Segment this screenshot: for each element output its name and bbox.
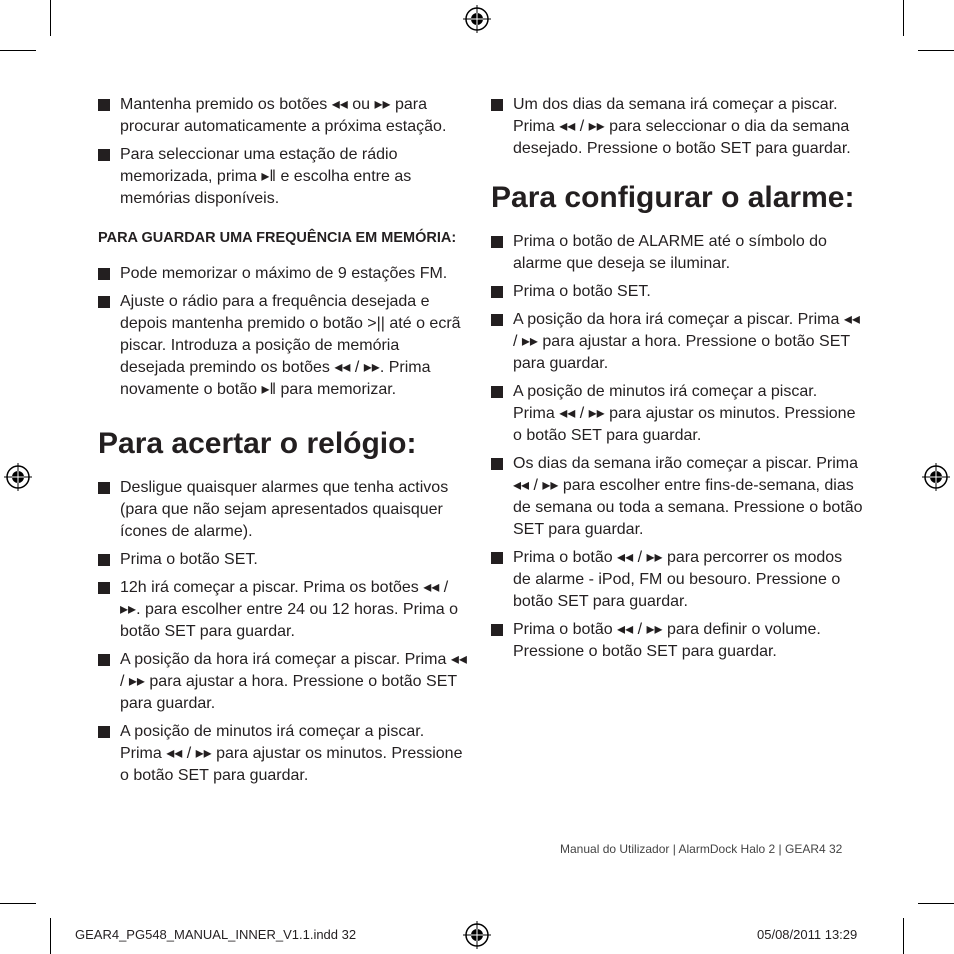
list-item-text: Os dias da semana irão começar a piscar. Prima ◂◂ / ▸▸ para escolher entre fins-de-semana, dias de semana ou toda a semana. Pressione o botão SET para guardar.	[513, 455, 863, 538]
list-item	[491, 231, 863, 275]
clock-heading: Para acertar o relógio:	[98, 427, 417, 460]
list-item-text: Pode memorizar o máximo de 9 estações FM.	[120, 265, 448, 282]
bullet-square-icon	[491, 386, 503, 398]
list-item	[491, 547, 863, 613]
list-item-text: A posição da hora irá começar a piscar. Prima ◂◂ / ▸▸ para ajustar a hora. Pressione o botão SET para guardar.	[513, 311, 860, 372]
list-item	[98, 263, 468, 285]
list-item-text: Prima o botão ◂◂ / ▸▸ para percorrer os modos de alarme - iPod, FM ou besouro. Pressione o botão SET para guardar.	[513, 549, 843, 610]
list-item	[491, 94, 863, 160]
bullet-square-icon	[491, 314, 503, 326]
list-item	[491, 309, 863, 375]
list-item	[491, 281, 863, 303]
crop-mark-top-right-vertical	[903, 0, 904, 36]
list-item	[491, 453, 863, 541]
list-item-text: Prima o botão ◂◂ / ▸▸ para definir o volume. Pressione o botão SET para guardar.	[513, 621, 821, 660]
bullet-square-icon	[491, 552, 503, 564]
bullet-square-icon	[491, 458, 503, 470]
bullet-square-icon	[98, 296, 110, 308]
bullet-square-icon	[98, 99, 110, 111]
list-item	[98, 144, 468, 210]
right-column	[491, 94, 863, 669]
list-item-text: A posição da hora irá começar a piscar. Prima ◂◂ / ▸▸ para ajustar a hora. Pressione o botão SET para guardar.	[120, 651, 467, 712]
list-item	[98, 94, 468, 138]
list-item-text: A posição de minutos irá começar a piscar. Prima ◂◂ / ▸▸ para ajustar os minutos. Pressione o botão SET para guardar.	[120, 723, 463, 784]
bullet-square-icon	[491, 286, 503, 298]
list-item	[98, 477, 468, 543]
crop-mark-bottom-left-vertical	[50, 918, 51, 954]
registration-mark-top-icon	[463, 5, 491, 33]
list-item-text: A posição de minutos irá começar a piscar. Prima ◂◂ / ▸▸ para ajustar os minutos. Pressione o botão SET para guardar.	[513, 383, 856, 444]
list-item	[98, 721, 468, 787]
list-item-text: Prima o botão de ALARME até o símbolo do alarme que deseja se iluminar.	[513, 233, 827, 272]
list-item	[491, 381, 863, 447]
list-item	[491, 619, 863, 663]
bullet-square-icon	[98, 554, 110, 566]
registration-mark-left-icon	[4, 463, 32, 491]
list-item-text: Prima o botão SET.	[513, 283, 651, 300]
bullet-square-icon	[491, 624, 503, 636]
crop-mark-bottom-right-horizontal	[918, 903, 954, 904]
list-item-text: Um dos dias da semana irá começar a piscar. Prima ◂◂ / ▸▸ para seleccionar o dia da semana desejado. Pressione o botão SET para guardar.	[513, 96, 851, 157]
list-item-text: Prima o botão SET.	[120, 551, 258, 568]
registration-mark-bottom-icon	[463, 921, 491, 949]
bullet-square-icon	[491, 236, 503, 248]
bullet-square-icon	[491, 99, 503, 111]
registration-mark-right-icon	[922, 463, 950, 491]
bullet-square-icon	[98, 654, 110, 666]
bullet-square-icon	[98, 149, 110, 161]
bullet-square-icon	[98, 582, 110, 594]
running-footer: Manual do Utilizador | AlarmDock Halo 2 | GEAR4 32	[560, 842, 843, 856]
list-item	[98, 549, 468, 571]
bullet-square-icon	[98, 268, 110, 280]
crop-mark-bottom-right-vertical	[903, 918, 904, 954]
left-column	[98, 94, 468, 793]
list-item	[98, 577, 468, 643]
crop-mark-bottom-left-horizontal	[0, 903, 36, 904]
list-item-text: Ajuste o rádio para a frequência desejada e depois mantenha premido o botão >|| até o ecrã piscar. Introduza a posição de memória desejada premindo os botões ◂◂ / ▸▸. Prima novamente o botão ▸ǁ para memorizar.	[120, 293, 461, 398]
memory-subheading: PARA GUARDAR UMA FREQUÊNCIA EM MEMÓRIA:	[98, 230, 457, 246]
slug-datetime: 05/08/2011 13:29	[757, 927, 858, 942]
slug-filename: GEAR4_PG548_MANUAL_INNER_V1.1.indd 32	[75, 927, 357, 942]
list-item-text: 12h irá começar a piscar. Prima os botões ◂◂ / ▸▸. para escolher entre 24 ou 12 horas. Prima o botão SET para guardar.	[120, 579, 459, 640]
list-item	[98, 649, 468, 715]
list-item	[98, 291, 468, 401]
crop-mark-top-left-vertical	[50, 0, 51, 36]
list-item-text: Desligue quaisquer alarmes que tenha activos (para que não sejam apresentados quaisquer ícones de alarme).	[120, 479, 449, 540]
alarm-heading: Para configurar o alarme:	[491, 181, 855, 214]
list-item-text: Para seleccionar uma estação de rádio memorizada, prima ▸ǁ e escolha entre as memórias disponíveis.	[120, 146, 412, 207]
bullet-square-icon	[98, 726, 110, 738]
bullet-square-icon	[98, 482, 110, 494]
crop-mark-top-right-horizontal	[918, 50, 954, 51]
list-item-text: Mantenha premido os botões ◂◂ ou ▸▸ para procurar automaticamente a próxima estação.	[120, 96, 447, 135]
crop-mark-top-left-horizontal	[0, 50, 36, 51]
